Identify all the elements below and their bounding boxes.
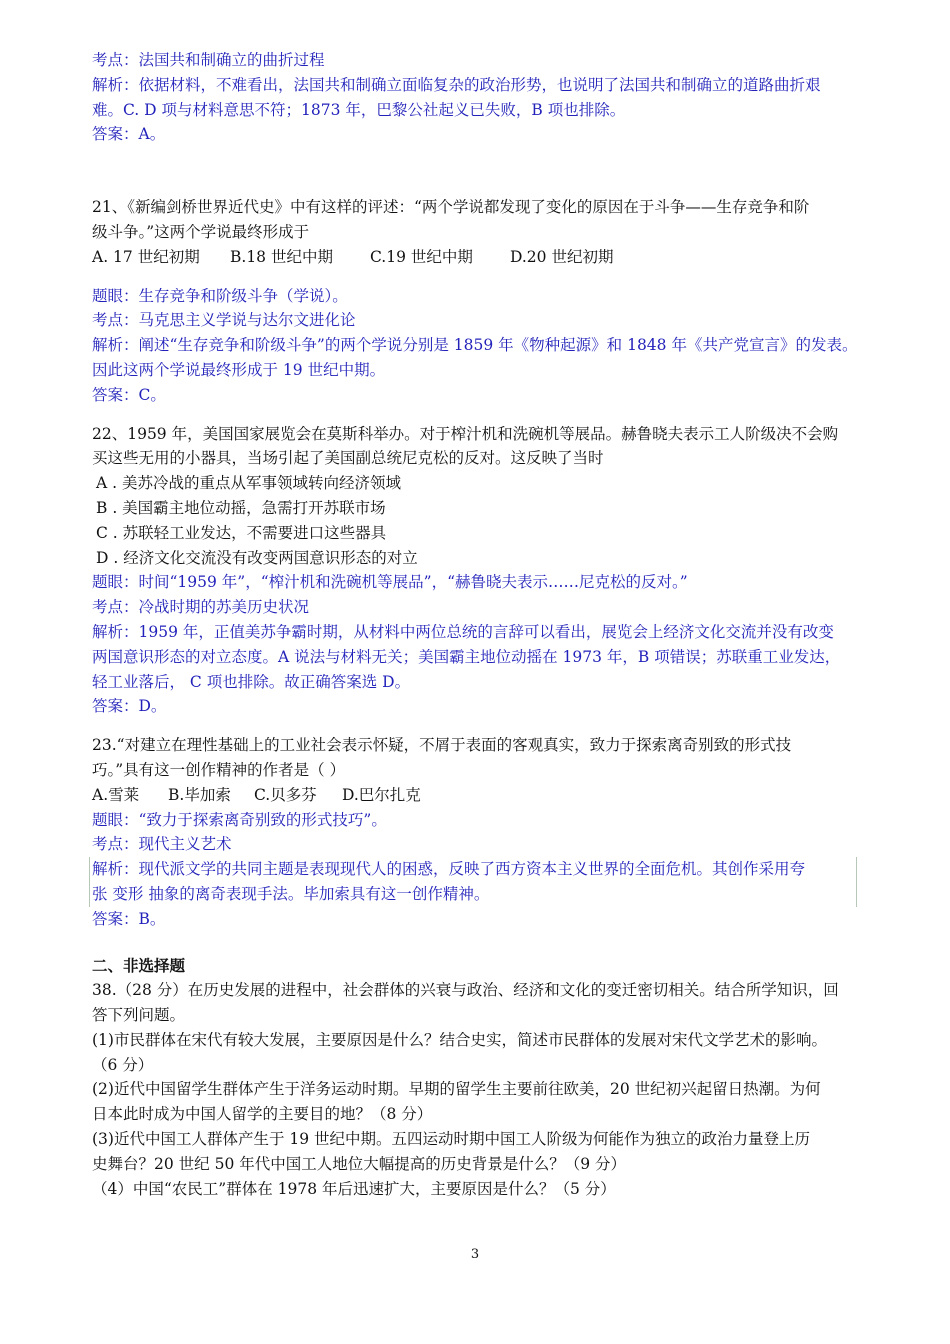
q38-part3-line2: 史舞台？20 世纪 50 年代中国工人地位大幅提高的历史背景是什么？（9 分）	[92, 1154, 627, 1173]
q21-stem-line2: 级斗争。”这两个学说最终形成于	[92, 222, 310, 241]
q21-answer: 答案：C。	[92, 385, 166, 404]
q22-option-b: B . 美国霸主地位动摇，急需打开苏联市场	[96, 498, 386, 517]
q21-option-d: D.20 世纪初期	[510, 247, 614, 266]
q38-part3-line1: (3)近代中国工人群体产生于 19 世纪中期。五四运动时期中国工人阶级为何能作为独立的政治力量登上历	[92, 1130, 811, 1149]
q38-part4: （4）中国“农民工”群体在 1978 年后迅速扩大，主要原因是什么？（5 分）	[92, 1179, 616, 1198]
q23-options	[92, 783, 872, 808]
q23-jiexi-line1: 解析：现代派文学的共同主题是表现现代人的困惑，反映了西方资本主义世界的全面危机。其创作采用夸	[92, 860, 806, 879]
q22-answer: 答案：D。	[92, 697, 167, 716]
q21-jiexi-line1: 解析：阐述“生存竞争和阶级斗争”的两个学说分别是 1859 年《物种起源》和 1848 年《共产党宣言》的发表。	[92, 336, 858, 355]
q21-stem-line1: 21、《新编剑桥世界近代史》中有这样的评述：“两个学说都发现了变化的原因在于斗争——生存竞争和阶	[92, 198, 810, 217]
q38-part1-line1: (1)市民群体在宋代有较大发展，主要原因是什么？结合史实，简述市民群体的发展对宋代文学艺术的影响。	[92, 1030, 827, 1049]
q20-answer: 答案：A。	[92, 125, 166, 144]
q21-option-a: A. 17 世纪初期	[92, 247, 200, 266]
q21-options	[92, 245, 872, 270]
section2-heading: 二、非选择题	[92, 955, 186, 975]
q22-tiyan: 题眼：时间“1959 年”，“榨汁机和洗碗机等展品”，“赫鲁晓夫表示……尼克松的反对。”	[92, 573, 688, 592]
q38-part2-line1: (2)近代中国留学生群体产生于洋务运动时期。早期的留学生主要前往欧美，20 世纪初兴起留日热潮。为何	[92, 1080, 821, 1099]
q23-option-b: B.毕加索	[168, 785, 231, 804]
q23-stem-line2: 巧。”具有这一创作精神的作者是（ ）	[92, 760, 346, 779]
q20-jiexi-line1: 解析：依据材料，不难看出，法国共和制确立面临复杂的政治形势，也说明了法国共和制确立的道路曲折艰	[92, 75, 821, 94]
q21-tiyan: 题眼：生存竞争和阶级斗争（学说）。	[92, 286, 348, 305]
document-page	[92, 48, 872, 1201]
page-number: 3	[470, 1247, 480, 1262]
q23-tiyan: 题眼：“致力于探索离奇别致的形式技巧”。	[92, 810, 387, 829]
q23-jiexi-box	[89, 857, 857, 907]
q23-kaodian: 考点：现代主义艺术	[92, 835, 232, 854]
q22-option-c: C . 苏联轻工业发达，不需要进口这些器具	[96, 523, 387, 542]
q22-kaodian: 考点：冷战时期的苏美历史状况	[92, 598, 310, 617]
q22-stem-line1: 22、1959 年，美国国家展览会在莫斯科举办。对于榨汁机和洗碗机等展品。赫鲁晓夫表示工人阶级决不会购	[92, 424, 839, 443]
q23-option-d: D.巴尔扎克	[342, 785, 421, 804]
q22-jiexi-line1: 解析：1959 年，正值美苏争霸时期，从材料中两位总统的言辞可以看出，展览会上经济文化交流并没有改变	[92, 622, 834, 641]
q22-option-a: A . 美苏冷战的重点从军事领域转向经济领域	[96, 474, 401, 493]
q38-stem-line2: 答下列问题。	[92, 1006, 186, 1025]
q38-part2-line2: 日本此时成为中国人留学的主要目的地？（8 分）	[92, 1105, 433, 1124]
q21-jiexi-line2: 因此这两个学说最终形成于 19 世纪中期。	[92, 360, 386, 379]
q21-kaodian: 考点：马克思主义学说与达尔文进化论	[92, 311, 356, 330]
q23-answer: 答案：B。	[92, 909, 166, 928]
q38-stem-line1: 38.（28 分）在历史发展的进程中，社会群体的兴衰与政治、经济和文化的变迁密切相关。结合所学知识，回	[92, 981, 839, 1000]
q23-jiexi-line2: 张 变形 抽象的离奇表现手法。毕加索具有这一创作精神。	[92, 884, 490, 903]
q22-jiexi-line2: 两国意识形态的对立态度。A 说法与材料无关；美国霸主地位动摇在 1973 年，B 项错误；苏联重工业发达，	[92, 647, 841, 666]
q21-option-b: B.18 世纪中期	[230, 247, 333, 266]
q23-stem-line1: 23.“对建立在理性基础上的工业社会表示怀疑，不屑于表面的客观真实，致力于探索离奇别致的形式技	[92, 736, 792, 755]
q21-option-c: C.19 世纪中期	[370, 247, 473, 266]
q23-option-c: C.贝多芬	[254, 785, 317, 804]
q22-option-d: D . 经济文化交流没有改变两国意识形态的对立	[96, 548, 418, 567]
q23-option-a: A.雪莱	[92, 785, 140, 804]
q20-jiexi-line2: 难。C. D 项与材料意思不符；1873 年，巴黎公社起义已失败，B 项也排除。	[92, 100, 626, 119]
q20-kaodian: 考点：法国共和制确立的曲折过程	[92, 51, 325, 69]
q22-jiexi-line3: 轻工业落后， C 项也排除。故正确答案选 D。	[92, 672, 411, 691]
q22-stem-line2: 买这些无用的小器具，当场引起了美国副总统尼克松的反对。这反映了当时	[92, 449, 604, 468]
q38-part1-line2: （6 分）	[92, 1055, 154, 1074]
